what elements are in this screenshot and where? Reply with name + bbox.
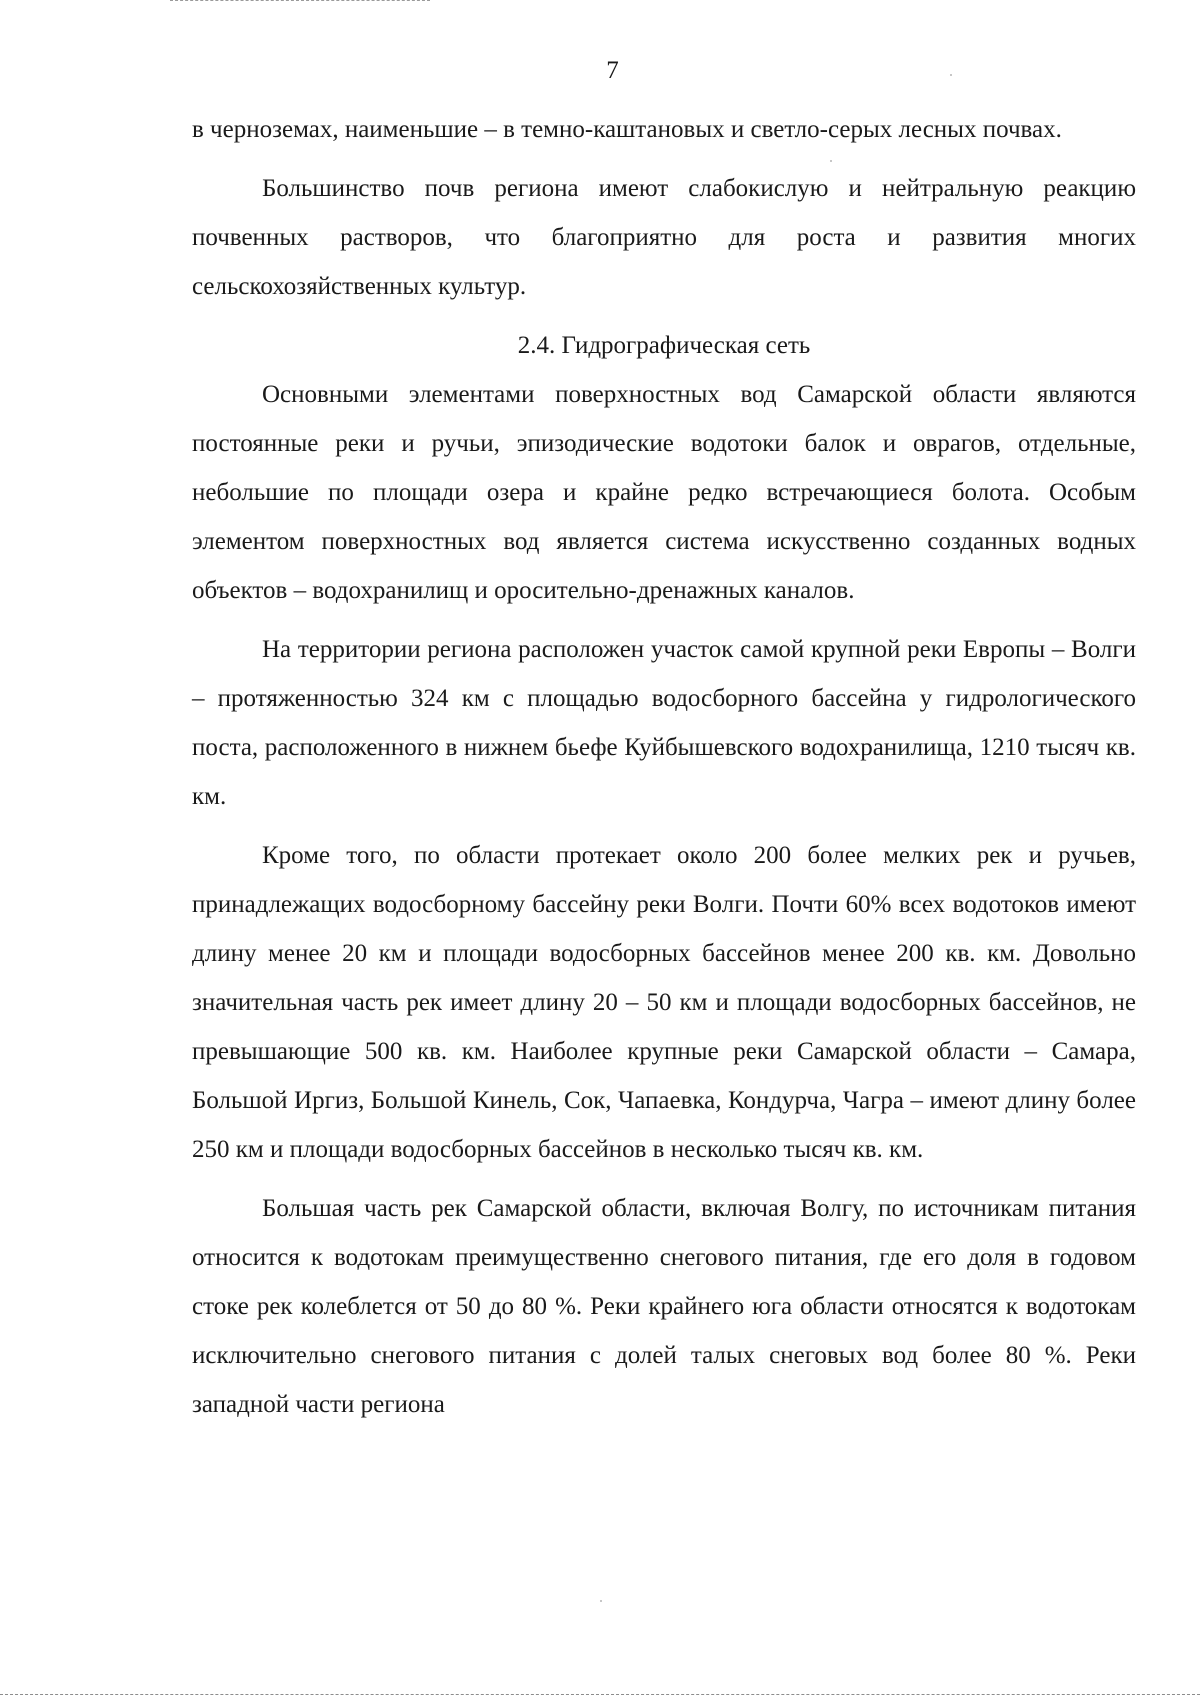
paragraph-1: в черноземах, наименьшие – в темно-каштановых и светло-серых лесных почвах. bbox=[192, 116, 1062, 143]
scan-speck bbox=[950, 74, 952, 76]
paragraph-6: Большая часть рек Самарской области, включая Волгу, по источникам питания относится к водотокам преимущественно снегового питания, где его доля в годовом стоке рек колеблется от 50 до 80 %. Реки крайнего юга области относятся к водотокам исключительно снегового питания с долей талых снеговых вод более 80 %. Реки западной части региона bbox=[192, 1195, 1136, 1418]
paragraph-2: Большинство почв региона имеют слабокислую и нейтральную реакцию почвенных растворов, что благоприятно для роста и развития многих сельскохозяйственных культур. bbox=[192, 175, 1136, 300]
page-number: 7 bbox=[606, 57, 619, 84]
paragraph-3: Основными элементами поверхностных вод Самарской области являются постоянные реки и ручьи, эпизодические водотоки балок и оврагов, отдельные, небольшие по площади озера и крайне редко встречающиеся болота. Особым элементом поверхностных вод является система искусственно созданных водных объектов – водохранилищ и оросительно-дренажных каналов. bbox=[192, 381, 1136, 604]
scan-speck bbox=[600, 1600, 602, 1602]
paragraph-4: На территории региона расположен участок самой крупной реки Европы – Волги – протяженностью 324 км с площадью водосборного бассейна у гидрологического поста, расположенного в нижнем бьефе Куйбышевского водохранилища, 1210 тысяч кв. км. bbox=[192, 636, 1136, 810]
paragraph-5: Кроме того, по области протекает около 200 более мелких рек и ручьев, принадлежащих водосборному бассейну реки Волги. Почти 60% всех водотоков имеют длину менее 20 км и площади водосборных бассейнов менее 200 кв. км. Довольно значительная часть рек имеет длину 20 – 50 км и площади водосборных бассейнов, не превышающие 500 кв. км. Наиболее крупные реки Самарской области – Самара, Большой Иргиз, Большой Кинель, Сок, Чапаевка, Кондурча, Чагра – имеют длину более 250 км и площади водосборных бассейнов в несколько тысяч кв. км. bbox=[192, 842, 1136, 1163]
section-heading: 2.4. Гидрографическая сеть bbox=[517, 332, 811, 359]
scan-edge-bottom bbox=[0, 1694, 1200, 1695]
body-text bbox=[192, 105, 1136, 1429]
scan-speck bbox=[830, 160, 832, 162]
scan-edge-top bbox=[170, 0, 430, 1]
